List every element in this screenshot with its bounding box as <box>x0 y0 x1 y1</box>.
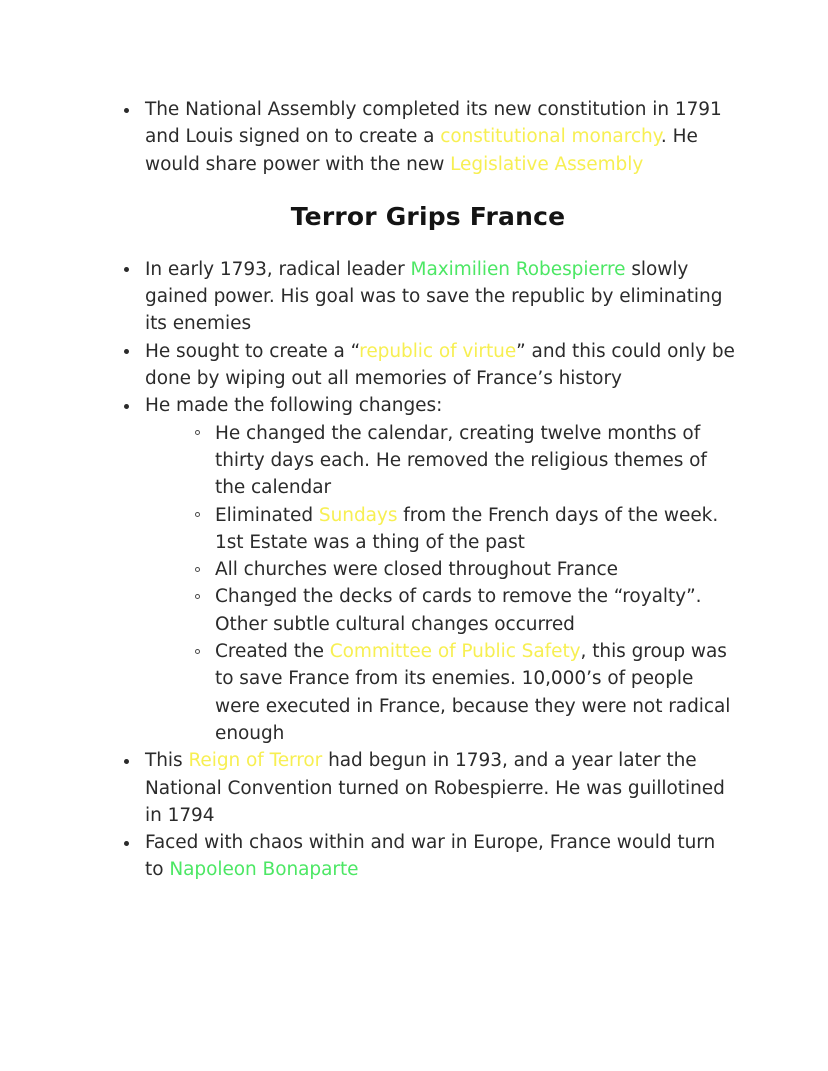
sub-bullet-text <box>215 586 701 634</box>
text-run: This <box>145 750 189 772</box>
bullet-text <box>145 750 725 826</box>
highlight-yellow: Legislative Assembly <box>450 153 644 175</box>
text-run: Eliminated <box>215 504 319 526</box>
highlight-yellow: Committee of Public Safety <box>329 641 581 663</box>
sub-bullet-text <box>215 641 730 744</box>
bullet-item <box>118 96 738 178</box>
text-run: . He would share power with the new <box>145 126 698 175</box>
sub-bullet-text <box>215 423 707 499</box>
bullet-text <box>145 395 442 416</box>
spacer-above-heading <box>118 178 738 202</box>
sub-bullet-item <box>195 638 738 747</box>
sub-bullet-item <box>195 556 738 583</box>
text-run: Faced with chaos within and war in Europe, France would turn to <box>145 832 716 881</box>
text-run: ” and this could only be done by wiping out all memories of France’s history <box>145 340 735 390</box>
body-bullet-list <box>118 256 738 884</box>
spacer-below-heading <box>118 232 738 256</box>
highlight-yellow: Sundays <box>318 504 398 526</box>
text-run: He made the following changes: <box>145 395 443 417</box>
highlight-yellow: constitutional monarchy <box>440 126 661 148</box>
bullet-item <box>118 747 738 829</box>
highlight-yellow: Reign of Terror <box>188 750 323 772</box>
bullet-item <box>118 338 738 393</box>
sub-bullet-item <box>195 583 738 638</box>
sub-bullet-item <box>195 420 738 502</box>
sub-bullet-text <box>215 559 618 580</box>
text-run: had begun in 1793, and a year later the National Convention turned on Robespierre. He was guillotined in 1794 <box>145 750 725 826</box>
text-run: He sought to create a “ <box>145 340 360 362</box>
text-run: All churches were closed throughout France <box>215 559 618 581</box>
bullet-text <box>145 99 722 175</box>
text-run: He changed the calendar, creating twelve months of thirty days each. He removed the religious themes of the calendar <box>215 422 707 499</box>
intro-bullet-list <box>118 96 738 178</box>
text-run: The National Assembly completed its new constitution in 1791 and Louis signed on to create a <box>145 99 722 148</box>
highlight-green: Maximilien Robespierre <box>410 258 626 280</box>
text-run: Changed the decks of cards to remove the “royalty”. Other subtle cultural changes occurred <box>215 586 702 635</box>
text-run: slowly gained power. His goal was to save the republic by eliminating its enemies <box>145 258 723 335</box>
bullet-item <box>118 256 738 338</box>
highlight-yellow: republic of virtue <box>359 340 517 362</box>
text-run: In early 1793, radical leader <box>145 258 411 280</box>
sub-bullet-item <box>195 502 738 557</box>
text-run: , this group was to save France from its enemies. 10,000’s of people were executed in France, because they were not radical enough <box>215 641 731 744</box>
bullet-text <box>145 341 735 389</box>
bullet-item <box>118 829 738 884</box>
text-run: Created the <box>215 641 330 663</box>
document-content <box>118 96 738 884</box>
bullet-item <box>118 392 738 747</box>
page-title: Terror Grips France <box>290 201 566 231</box>
bullet-text <box>145 832 715 880</box>
sub-bullet-list <box>145 420 738 748</box>
highlight-green: Napoleon Bonaparte <box>169 859 359 881</box>
text-run: from the French days of the week. 1st Estate was a thing of the past <box>215 504 719 553</box>
bullet-text <box>145 259 722 335</box>
sub-bullet-text <box>215 505 718 553</box>
